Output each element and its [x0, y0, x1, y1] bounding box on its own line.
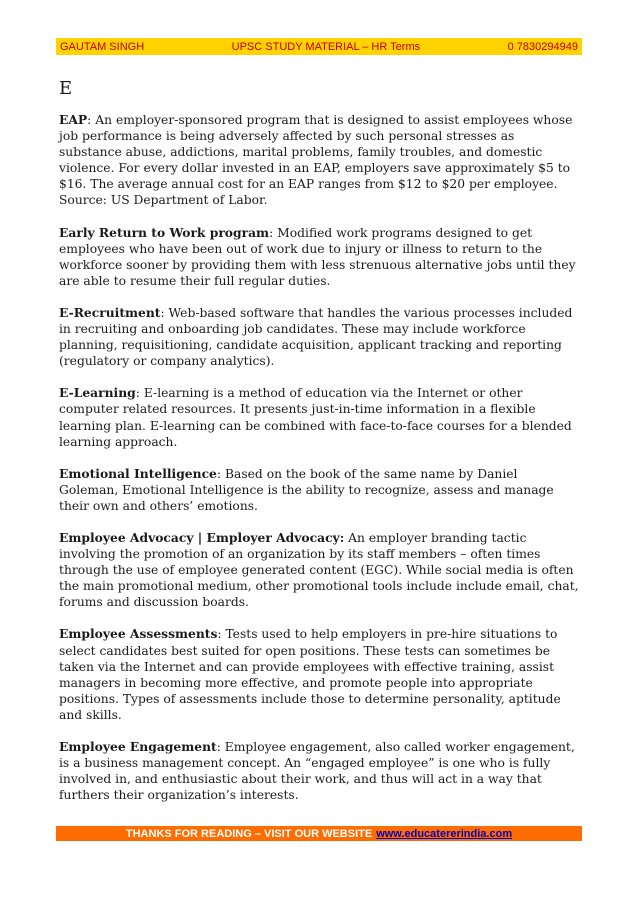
entry-separator: :: [160, 305, 165, 320]
website-link[interactable]: www.educatererindia.com: [376, 827, 513, 840]
entry-definition: An employer branding tactic involving the promotion of an organization by its staff members – often times through the use of employee generated content (EGC). While social media is often the main promotional medium, other promotional tools include include email, chat, forums and discussion boards.: [59, 530, 579, 610]
glossary-entry-eap: [59, 112, 579, 209]
entry-term: E-Recruitment: [59, 304, 161, 320]
entry-definition: Based on the book of the same name by Daniel Goleman, Emotional Intelligence is the ability to recognize, assess and manage their own and others’ emotions.: [59, 466, 554, 513]
entry-definition: Web-based software that handles the various processes included in recruiting and onboarding job candidates. These may include workforce planning, requisitioning, candidate acquisition, applicant tracking and reporting (regulatory or company analytics).: [59, 305, 573, 369]
page-header: [56, 38, 582, 55]
section-letter: E: [59, 78, 73, 99]
glossary-entry-e-recruitment: [59, 305, 579, 369]
entry-definition: Employee engagement, also called worker engagement, is a business management concept. An “engaged employee” is one who is fully involved in, and enthusiastic about their work, and thus will act in a way that furthers their organization’s interests.: [59, 740, 575, 803]
entry-term: Early Return to Work program: [59, 224, 270, 240]
entry-term: Employee Advocacy | Employer Advocacy:: [59, 529, 345, 545]
page-footer: [56, 826, 582, 841]
entry-definition: Tests used to help employers in pre-hire situations to select candidates best suited for open positions. These tests can sometimes be taken via the Internet and can provide employees with effective training, assist managers in becoming more effective, and promote people into appropriate positions. Types of assessments include those to determine personality, aptitude and skills.: [59, 627, 561, 722]
entry-term: Emotional Intelligence: [59, 465, 217, 481]
entry-definition: Modified work programs designed to get employees who have been out of work due to injury or illness to return to the workforce sooner by providing them with less strenuous alternative jobs until they are able to resume their full regular duties.: [59, 225, 576, 288]
header-author: GAUTAM SINGH: [60, 40, 145, 53]
glossary-content: [59, 112, 579, 819]
entry-separator: :: [216, 466, 222, 481]
glossary-entry-e-learning: [59, 385, 579, 449]
footer-text: THANKS FOR READING – VISIT OUR WEBSITE: [125, 827, 373, 840]
entry-separator: :: [269, 225, 274, 240]
glossary-entry-employee-engagement: [59, 739, 579, 803]
entry-definition: An employer-sponsored program that is designed to assist employees whose job performance is being adversely affected by such personal stresses as substance abuse, addictions, marital problems, family troubles, and domestic violence. For every dollar invested in an EAP, employers save approximately $5 to $16. The average annual cost for an EAP ranges from $12 to $20 per employee. Source: US Department of Labor.: [59, 113, 573, 208]
entry-separator: :: [87, 113, 92, 127]
entry-definition: E-learning is a method of education via the Internet or other computer related resources. It presents just-in-time information in a flexible learning plan. E-learning can be combined with face-to-face courses for a blended learning approach.: [59, 386, 572, 449]
glossary-entry-employee-assessments: [59, 626, 579, 723]
glossary-entry-emotional-intelligence: [59, 466, 579, 514]
entry-term: EAP: [59, 112, 88, 127]
glossary-entry-employee-advocacy: [59, 530, 579, 610]
entry-separator: :: [217, 627, 222, 642]
entry-separator: :: [216, 740, 221, 754]
entry-term: Employee Assessments: [59, 626, 218, 642]
entry-term: Employee Engagement: [59, 739, 217, 754]
header-phone: 0 7830294949: [507, 40, 578, 53]
header-title: UPSC STUDY MATERIAL – HR Terms: [231, 40, 421, 53]
glossary-entry-early-return: [59, 225, 579, 289]
entry-term: E-Learning: [59, 385, 136, 401]
entry-separator: :: [135, 386, 140, 401]
